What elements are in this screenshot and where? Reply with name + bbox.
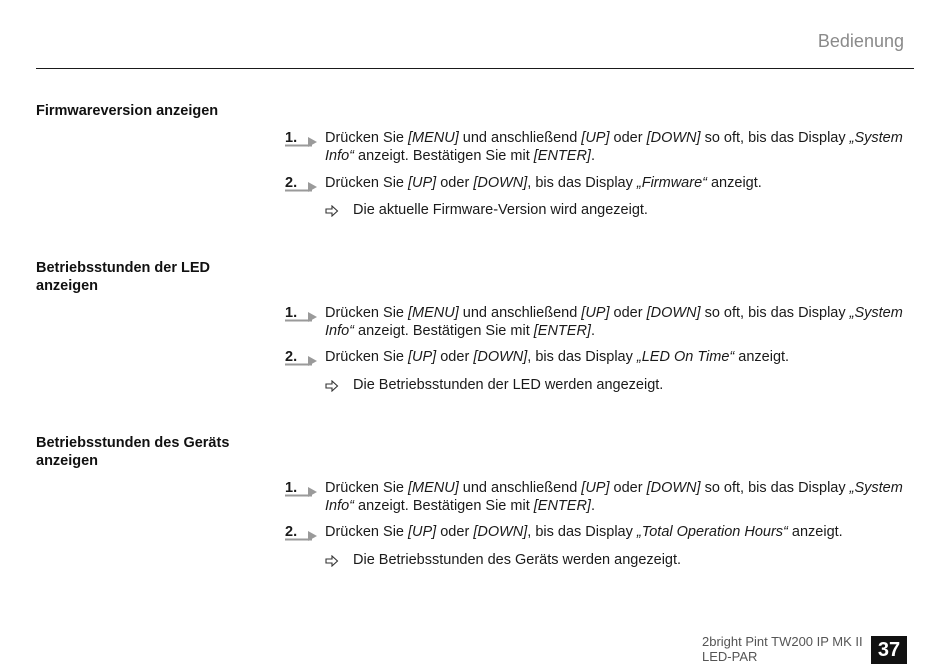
emphasized-term: [DOWN] (646, 305, 701, 321)
step-arrow-icon (285, 174, 321, 194)
emphasized-term: [UP] (581, 305, 610, 321)
header-rule (36, 68, 914, 69)
text-run: . (590, 148, 595, 164)
text-run: oder (436, 175, 474, 191)
emphasized-term: „System Info“ (325, 130, 903, 164)
text-run: , bis das Display (527, 175, 637, 191)
step-text (325, 304, 915, 340)
step-arrow-icon (285, 523, 321, 543)
text-run: so oft, bis das Display (700, 480, 850, 496)
text-run: so oft, bis das Display (700, 305, 850, 321)
emphasized-term: [MENU] (408, 305, 459, 321)
step-arrow-icon (285, 479, 321, 499)
emphasized-term: [ENTER] (533, 148, 591, 164)
text-run: oder (609, 480, 647, 496)
result-text: Die aktuelle Firmware-Version wird angezeigt. (353, 202, 648, 218)
footer-product-line1: 2bright Pint TW200 IP MK II (702, 634, 863, 649)
emphasized-term: „LED On Time“ (636, 349, 735, 365)
emphasized-term: [MENU] (408, 480, 459, 496)
page-number: 37 (871, 636, 907, 664)
step-number: 2. (285, 348, 325, 366)
text-run: oder (436, 524, 474, 540)
text-run: . (590, 498, 595, 514)
step-arrow-icon (285, 304, 321, 324)
text-run: und anschließend (458, 305, 582, 321)
emphasized-term: „System Info“ (325, 305, 903, 339)
result-text: Die Betriebsstunden des Geräts werden angezeigt. (353, 552, 682, 568)
emphasized-term: [DOWN] (473, 524, 528, 540)
emphasized-term: „System Info“ (325, 480, 903, 514)
step-text (325, 174, 915, 192)
step-text (325, 479, 915, 515)
emphasized-term: [UP] (408, 175, 437, 191)
footer-product-line2: LED-PAR (702, 649, 758, 664)
step-number: 2. (285, 174, 325, 192)
text-run: , bis das Display (527, 524, 637, 540)
text-run: Drücken Sie (325, 305, 409, 321)
step-text (325, 523, 915, 541)
emphasized-term: [ENTER] (533, 323, 591, 339)
text-run: . (590, 323, 595, 339)
text-run: , bis das Display (527, 349, 637, 365)
footer-product (702, 634, 863, 664)
text-run: oder (436, 349, 474, 365)
text-run: Drücken Sie (325, 480, 409, 496)
emphasized-term: [DOWN] (646, 130, 701, 146)
step-text (325, 129, 915, 165)
text-run: oder (609, 130, 647, 146)
emphasized-term: [UP] (581, 130, 610, 146)
text-run: anzeigt. Bestätigen Sie mit (354, 323, 534, 339)
text-run: anzeigt. (734, 349, 790, 365)
emphasized-term: [MENU] (408, 130, 459, 146)
result-text: Die Betriebsstunden der LED werden angezeigt. (353, 377, 664, 393)
step-number: 2. (285, 523, 325, 541)
emphasized-term: [DOWN] (646, 480, 701, 496)
text-run: anzeigt. (787, 524, 843, 540)
emphasized-term: [ENTER] (533, 498, 591, 514)
text-run: Drücken Sie (325, 524, 409, 540)
step-arrow-icon (285, 348, 321, 368)
section-title: Betriebsstunden des Geräts anzeigen (36, 435, 230, 469)
text-run: Drücken Sie (325, 130, 409, 146)
result-arrow-icon (325, 555, 339, 567)
text-run: oder (609, 305, 647, 321)
emphasized-term: „Firmware“ (636, 175, 707, 191)
text-run: und anschließend (458, 480, 582, 496)
step-number: 1. (285, 479, 325, 497)
step-text (325, 348, 915, 366)
result-arrow-icon (325, 205, 339, 217)
step-number: 1. (285, 129, 325, 147)
text-run: so oft, bis das Display (700, 130, 850, 146)
step-number: 1. (285, 304, 325, 322)
emphasized-term: [UP] (408, 349, 437, 365)
step-arrow-icon (285, 129, 321, 149)
section-title: Firmwareversion anzeigen (36, 103, 219, 119)
text-run: und anschließend (458, 130, 582, 146)
emphasized-term: „Total Operation Hours“ (636, 524, 788, 540)
emphasized-term: [UP] (408, 524, 437, 540)
text-run: anzeigt. (706, 175, 762, 191)
text-run: anzeigt. Bestätigen Sie mit (354, 498, 534, 514)
text-run: Drücken Sie (325, 175, 409, 191)
text-run: Drücken Sie (325, 349, 409, 365)
emphasized-term: [UP] (581, 480, 610, 496)
result-arrow-icon (325, 380, 339, 392)
header-title: Bedienung (817, 31, 904, 51)
text-run: anzeigt. Bestätigen Sie mit (354, 148, 534, 164)
emphasized-term: [DOWN] (473, 175, 528, 191)
emphasized-term: [DOWN] (473, 349, 528, 365)
section-title: Betriebsstunden der LED anzeigen (36, 260, 211, 294)
